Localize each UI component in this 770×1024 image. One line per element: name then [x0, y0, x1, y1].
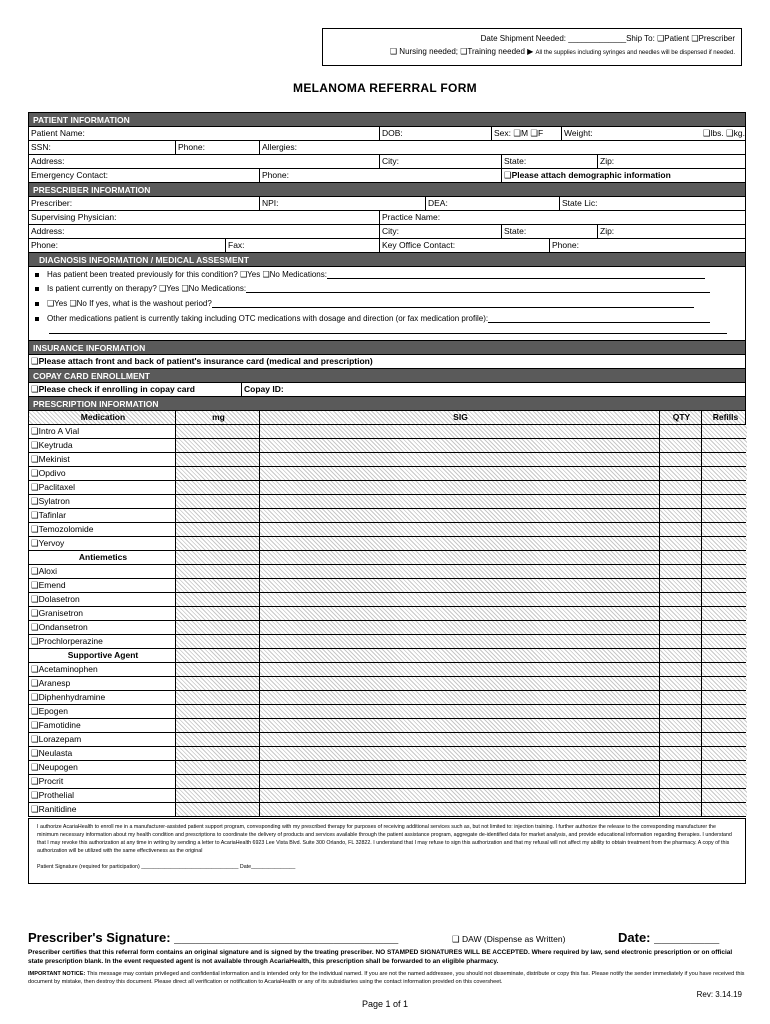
- sig-cell[interactable]: [259, 579, 659, 592]
- sig-cell[interactable]: [259, 635, 659, 648]
- qty-cell[interactable]: [659, 453, 701, 466]
- sig-cell[interactable]: [259, 705, 659, 718]
- medication-row: [29, 691, 745, 705]
- qty-cell[interactable]: [659, 705, 701, 718]
- sig-cell[interactable]: [259, 607, 659, 620]
- insurance-header: INSURANCE INFORMATION: [29, 341, 745, 355]
- daw-checkbox[interactable]: ❑ DAW (Dispense as Written): [452, 934, 566, 944]
- sig-cell[interactable]: [259, 509, 659, 522]
- qty-cell[interactable]: [659, 733, 701, 746]
- q2-medications-line[interactable]: [246, 285, 710, 293]
- q1-medications-line[interactable]: [327, 271, 705, 279]
- mg-cell[interactable]: [175, 761, 259, 774]
- allergies-field[interactable]: Allergies:: [259, 141, 747, 154]
- refills-cell[interactable]: [701, 747, 747, 760]
- refills-cell[interactable]: [701, 467, 747, 480]
- sig-cell[interactable]: [259, 789, 659, 802]
- mg-cell[interactable]: [175, 537, 259, 550]
- supervising-physician-field[interactable]: Supervising Physician:: [31, 212, 117, 222]
- medication-row: [29, 579, 745, 593]
- refills-cell[interactable]: [701, 719, 747, 732]
- medication-checkbox[interactable]: ❑Procrit: [31, 776, 64, 786]
- refills-cell[interactable]: [701, 565, 747, 578]
- qty-cell[interactable]: [659, 775, 701, 788]
- mg-cell[interactable]: [175, 607, 259, 620]
- qty-cell[interactable]: [659, 789, 701, 802]
- shipping-box: [322, 28, 742, 66]
- practice-name-field[interactable]: Practice Name:: [379, 211, 747, 224]
- prescriber-field[interactable]: Prescriber:: [31, 198, 73, 208]
- medication-row: [29, 789, 745, 803]
- prescription-header: PRESCRIPTION INFORMATION: [29, 397, 745, 411]
- mg-cell[interactable]: [175, 733, 259, 746]
- qty-cell[interactable]: [659, 621, 701, 634]
- col-mg: mg: [175, 411, 259, 424]
- mg-cell[interactable]: [175, 439, 259, 452]
- weight-field[interactable]: Weight:: [561, 127, 681, 140]
- medication-row: [29, 705, 745, 719]
- medication-row: [29, 733, 745, 747]
- medication-row: [29, 607, 745, 621]
- medication-row: [29, 495, 745, 509]
- mg-cell[interactable]: [175, 803, 259, 816]
- sig-cell[interactable]: [259, 467, 659, 480]
- prescription-table-body: [29, 425, 745, 816]
- bullet-icon: [35, 287, 39, 291]
- bullet-icon: [35, 302, 39, 306]
- mg-cell[interactable]: [175, 565, 259, 578]
- patient-signature-line[interactable]: Patient Signature (required for participation) _________________________________ Date_______________: [37, 864, 296, 870]
- medication-row: [29, 677, 745, 691]
- col-refills: Refills: [701, 411, 747, 424]
- qty-cell[interactable]: [659, 607, 701, 620]
- state-lic-field[interactable]: State Lic:: [559, 197, 747, 210]
- refills-cell[interactable]: [701, 593, 747, 606]
- diagnosis-q4[interactable]: Other medications patient is currently taking including OTC medications with dosage and direction (or fax medication profile):: [47, 314, 489, 323]
- diagnosis-section: [29, 267, 745, 341]
- medication-checkbox[interactable]: ❑Famotidine: [31, 720, 81, 730]
- category-filler: [659, 551, 701, 564]
- medication-checkbox[interactable]: ❑Mekinist: [31, 454, 70, 464]
- sig-cell[interactable]: [259, 453, 659, 466]
- date-field[interactable]: Date: _________: [618, 930, 720, 945]
- medication-row: [29, 635, 745, 649]
- sig-cell[interactable]: [259, 565, 659, 578]
- qty-cell[interactable]: [659, 565, 701, 578]
- emergency-phone-field[interactable]: Phone:: [259, 169, 501, 182]
- prescriber-zip-field[interactable]: Zip:: [597, 225, 747, 238]
- dea-field[interactable]: DEA:: [425, 197, 559, 210]
- patient-name-field[interactable]: Patient Name:: [31, 128, 85, 138]
- mg-cell[interactable]: [175, 495, 259, 508]
- refills-cell[interactable]: [701, 691, 747, 704]
- medication-row: [29, 719, 745, 733]
- medication-checkbox[interactable]: ❑Ondansetron: [31, 622, 88, 632]
- mg-cell[interactable]: [175, 691, 259, 704]
- diagnosis-header: DIAGNOSIS INFORMATION / MEDICAL ASSESMENT: [29, 253, 745, 267]
- qty-cell[interactable]: [659, 747, 701, 760]
- medication-checkbox[interactable]: ❑Intro A Vial: [31, 426, 80, 436]
- patient-city-field[interactable]: City:: [379, 155, 501, 168]
- refills-cell[interactable]: [701, 495, 747, 508]
- npi-field[interactable]: NPI:: [259, 197, 425, 210]
- medication-row: [29, 523, 745, 537]
- mg-cell[interactable]: [175, 509, 259, 522]
- refills-cell[interactable]: [701, 439, 747, 452]
- refills-cell[interactable]: [701, 677, 747, 690]
- qty-cell[interactable]: [659, 509, 701, 522]
- diagnosis-q1[interactable]: Has patient been treated previously for this condition? ❑Yes ❑No Medications:: [47, 270, 327, 279]
- medication-checkbox[interactable]: ❑Keytruda: [31, 440, 73, 450]
- medication-row: [29, 761, 745, 775]
- medication-checkbox[interactable]: ❑Opdivo: [31, 468, 66, 478]
- refills-cell[interactable]: [701, 705, 747, 718]
- ssn-field[interactable]: SSN:: [31, 142, 51, 152]
- sig-cell[interactable]: [259, 593, 659, 606]
- key-office-contact-field[interactable]: Key Office Contact:: [379, 239, 549, 252]
- mg-cell[interactable]: [175, 523, 259, 536]
- refills-cell[interactable]: [701, 733, 747, 746]
- diagnosis-q2[interactable]: Is patient currently on therapy? ❑Yes ❑No Medications:: [47, 284, 247, 293]
- sig-cell[interactable]: [259, 733, 659, 746]
- patient-phone-field[interactable]: Phone:: [175, 141, 259, 154]
- authorization-text: I authorize AcariaHealth to enroll me in a manufacturer-assisted patient support program, corresponding with my prescribed therapy for purposes of receiving additional services such as, but not limited to: injection training. I further authorize the release to the corresponding manufacturer the minimum necessary information about my health condition and prescriptions to coordinate the delivery of products and services available through the patient assistance program, aggregate de-identified data for market analysis, and provide educational information regarding therapies. I understand that I may revoke this authorization at any time in writing by sending a letter to AcariaHealth 6923 Lee Vista Blvd. Suite 300 Orlando, FL 32822. I understand that I may refuse to sign this authorization and that my refusal will not affect my ability to obtain treatment from the pharmacy. A copy of this authorization will be utilized with the same effectiveness as the original: [37, 824, 732, 854]
- q4-other-meds-line[interactable]: [488, 315, 710, 323]
- qty-cell[interactable]: [659, 439, 701, 452]
- shipping-line1[interactable]: Date Shipment Needed: _____________Ship To: ❑Patient ❑Prescriber: [480, 34, 735, 43]
- mg-cell[interactable]: [175, 677, 259, 690]
- referral-form: [28, 112, 746, 817]
- qty-cell[interactable]: [659, 635, 701, 648]
- medication-checkbox[interactable]: ❑Prochlorperazine: [31, 636, 103, 646]
- revision-label: Rev: 3.14.19: [696, 990, 742, 999]
- medication-row: [29, 593, 745, 607]
- qty-cell[interactable]: [659, 495, 701, 508]
- notice-label: IMPORTANT NOTICE:: [28, 971, 86, 977]
- sig-cell[interactable]: [259, 775, 659, 788]
- col-sig: SIG: [259, 411, 659, 424]
- category-label: Supportive Agent: [67, 650, 139, 660]
- refills-cell[interactable]: [701, 523, 747, 536]
- qty-cell[interactable]: [659, 761, 701, 774]
- copay-id-field[interactable]: Copay ID:: [241, 383, 747, 396]
- prescriber-state-field[interactable]: State:: [501, 225, 597, 238]
- mg-cell[interactable]: [175, 467, 259, 480]
- medication-row: [29, 481, 745, 495]
- sig-cell[interactable]: [259, 691, 659, 704]
- medication-row: [29, 509, 745, 523]
- sex-field[interactable]: Sex: ❑M ❑F: [491, 127, 561, 140]
- sig-cell[interactable]: [259, 663, 659, 676]
- certification-text: Prescriber certifies that this referral form contains an original signature and is signed by the treating prescriber. NO STAMPED SIGNATURES WILL BE ACCEPTED. Where required by law, send electronic prescription or on official state prescription blank. In the event requested agent is not available through AcariaHealth, this prescription shall be forwarded to an eligible pharmacy.: [28, 949, 733, 965]
- prescriber-header: PRESCRIBER INFORMATION: [29, 183, 745, 197]
- weight-units[interactable]: ❑lbs. ❑kg.: [702, 128, 745, 138]
- refills-cell[interactable]: [701, 775, 747, 788]
- category-filler: [259, 649, 659, 662]
- medication-checkbox[interactable]: ❑Acetaminophen: [31, 664, 98, 674]
- category-label: Antiemetics: [78, 552, 128, 562]
- medication-checkbox[interactable]: ❑Paclitaxel: [31, 482, 75, 492]
- q4-continuation-line[interactable]: [49, 333, 727, 334]
- mg-cell[interactable]: [175, 425, 259, 438]
- qty-cell[interactable]: [659, 719, 701, 732]
- prescriber-city-field[interactable]: City:: [379, 225, 501, 238]
- patient-state-field[interactable]: State:: [501, 155, 597, 168]
- prescription-table-header: [29, 411, 745, 425]
- qty-cell[interactable]: [659, 677, 701, 690]
- shipping-note: All the supplies including syringes and needles will be dispensed if needed.: [535, 50, 735, 56]
- medication-row: [29, 565, 745, 579]
- qty-cell[interactable]: [659, 537, 701, 550]
- mg-cell[interactable]: [175, 621, 259, 634]
- medication-checkbox[interactable]: ❑Sylatron: [31, 496, 70, 506]
- sig-cell[interactable]: [259, 425, 659, 438]
- qty-cell[interactable]: [659, 467, 701, 480]
- medication-row: [29, 439, 745, 453]
- medication-checkbox[interactable]: ❑Yervoy: [31, 538, 65, 548]
- category-filler: [659, 649, 701, 662]
- qty-cell[interactable]: [659, 523, 701, 536]
- refills-cell[interactable]: [701, 537, 747, 550]
- qty-cell[interactable]: [659, 481, 701, 494]
- sig-cell[interactable]: [259, 537, 659, 550]
- mg-cell[interactable]: [175, 453, 259, 466]
- mg-cell[interactable]: [175, 635, 259, 648]
- medication-checkbox[interactable]: ❑Aloxi: [31, 566, 58, 576]
- sig-cell[interactable]: [259, 747, 659, 760]
- refills-cell[interactable]: [701, 663, 747, 676]
- mg-cell[interactable]: [175, 663, 259, 676]
- copay-enroll-checkbox[interactable]: ❑Please check if enrolling in copay card: [31, 384, 195, 394]
- medication-row: [29, 747, 745, 761]
- medication-checkbox[interactable]: ❑Tafinlar: [31, 510, 67, 520]
- qty-cell[interactable]: [659, 579, 701, 592]
- sig-cell[interactable]: [259, 719, 659, 732]
- medication-checkbox[interactable]: ❑Prothelial: [31, 790, 75, 800]
- category-filler: [701, 649, 747, 662]
- qty-cell[interactable]: [659, 593, 701, 606]
- sig-cell[interactable]: [259, 439, 659, 452]
- category-row: [29, 649, 745, 663]
- sig-cell[interactable]: [259, 677, 659, 690]
- sig-cell[interactable]: [259, 481, 659, 494]
- medication-checkbox[interactable]: ❑Granisetron: [31, 608, 84, 618]
- q3-washout-line[interactable]: [212, 300, 694, 308]
- medication-checkbox[interactable]: ❑Neupogen: [31, 762, 78, 772]
- col-qty: QTY: [659, 411, 701, 424]
- page-number: Page 1 of 1: [361, 999, 409, 1009]
- mg-cell[interactable]: [175, 705, 259, 718]
- diagnosis-q3[interactable]: ❑Yes ❑No If yes, what is the washout period?: [47, 299, 212, 308]
- category-filler: [259, 551, 659, 564]
- qty-cell[interactable]: [659, 691, 701, 704]
- dob-field[interactable]: DOB:: [379, 127, 491, 140]
- prescriber-fax-field[interactable]: Fax:: [225, 239, 379, 252]
- refills-cell[interactable]: [701, 635, 747, 648]
- sig-cell[interactable]: [259, 523, 659, 536]
- medication-row: [29, 453, 745, 467]
- sig-cell[interactable]: [259, 495, 659, 508]
- category-filler: [175, 649, 259, 662]
- prescriber-signature-field[interactable]: Prescriber's Signature: _______________________________: [28, 930, 399, 945]
- key-contact-phone-field[interactable]: Phone:: [549, 239, 747, 252]
- shipping-line2[interactable]: ❑ Nursing needed; ❑Training needed ▶: [389, 47, 534, 56]
- mg-cell[interactable]: [175, 789, 259, 802]
- category-row: [29, 551, 745, 565]
- attach-demographic-checkbox[interactable]: ❑Please attach demographic information: [501, 169, 747, 182]
- medication-checkbox[interactable]: ❑Epogen: [31, 706, 68, 716]
- authorization-box: [28, 818, 746, 884]
- refills-cell[interactable]: [701, 789, 747, 802]
- important-notice: [28, 970, 746, 986]
- refills-cell[interactable]: [701, 803, 747, 816]
- medication-row: [29, 803, 745, 816]
- medication-checkbox[interactable]: ❑Aranesp: [31, 678, 71, 688]
- prescriber-address-field[interactable]: Address:: [31, 226, 65, 236]
- medication-checkbox[interactable]: ❑Temozolomide: [31, 524, 94, 534]
- medication-row: [29, 775, 745, 789]
- sig-cell[interactable]: [259, 621, 659, 634]
- refills-cell[interactable]: [701, 761, 747, 774]
- insurance-attach-checkbox[interactable]: ❑Please attach front and back of patient's insurance card (medical and prescription): [29, 355, 745, 369]
- refills-cell[interactable]: [701, 481, 747, 494]
- copay-header: COPAY CARD ENROLLMENT: [29, 369, 745, 383]
- qty-cell[interactable]: [659, 663, 701, 676]
- medication-checkbox[interactable]: ❑Diphenhydramine: [31, 692, 106, 702]
- mg-cell[interactable]: [175, 579, 259, 592]
- mg-cell[interactable]: [175, 747, 259, 760]
- category-filler: [175, 551, 259, 564]
- medication-row: [29, 537, 745, 551]
- qty-cell[interactable]: [659, 803, 701, 816]
- bullet-icon: [35, 273, 39, 277]
- bullet-icon: [35, 317, 39, 321]
- medication-row: [29, 425, 745, 439]
- mg-cell[interactable]: [175, 719, 259, 732]
- refills-cell[interactable]: [701, 579, 747, 592]
- patient-zip-field[interactable]: Zip:: [597, 155, 747, 168]
- emergency-contact-field[interactable]: Emergency Contact:: [31, 170, 109, 180]
- refills-cell[interactable]: [701, 425, 747, 438]
- medication-checkbox[interactable]: ❑Dolasetron: [31, 594, 80, 604]
- mg-cell[interactable]: [175, 775, 259, 788]
- sig-cell[interactable]: [259, 803, 659, 816]
- mg-cell[interactable]: [175, 593, 259, 606]
- category-filler: [701, 551, 747, 564]
- refills-cell[interactable]: [701, 509, 747, 522]
- qty-cell[interactable]: [659, 425, 701, 438]
- sig-cell[interactable]: [259, 761, 659, 774]
- form-title: MELANOMA REFERRAL FORM: [293, 81, 477, 95]
- medication-row: [29, 663, 745, 677]
- medication-checkbox[interactable]: ❑Emend: [31, 580, 66, 590]
- medication-row: [29, 467, 745, 481]
- refills-cell[interactable]: [701, 607, 747, 620]
- refills-cell[interactable]: [701, 621, 747, 634]
- medication-checkbox[interactable]: ❑Neulasta: [31, 748, 73, 758]
- refills-cell[interactable]: [701, 453, 747, 466]
- mg-cell[interactable]: [175, 481, 259, 494]
- medication-row: [29, 621, 745, 635]
- medication-checkbox[interactable]: ❑Ranitidine: [31, 804, 77, 814]
- col-medication: Medication: [80, 412, 126, 422]
- medication-checkbox[interactable]: ❑Lorazepam: [31, 734, 82, 744]
- prescriber-phone-field[interactable]: Phone:: [31, 240, 58, 250]
- notice-text: This message may contain privileged and confidential information and is intended only for the individual named. If you are not the named addressee, you should not disseminate, distribute or copy this fax. Please notify the sender immediately if you have received this document by mistake, then destroy this document. Please direct all verification or notification to AcariaHealth or any of its subsidiaries using the contact information provided on this coversheet.: [28, 971, 745, 985]
- patient-header: PATIENT INFORMATION: [29, 113, 745, 127]
- patient-address-field[interactable]: Address:: [31, 156, 65, 166]
